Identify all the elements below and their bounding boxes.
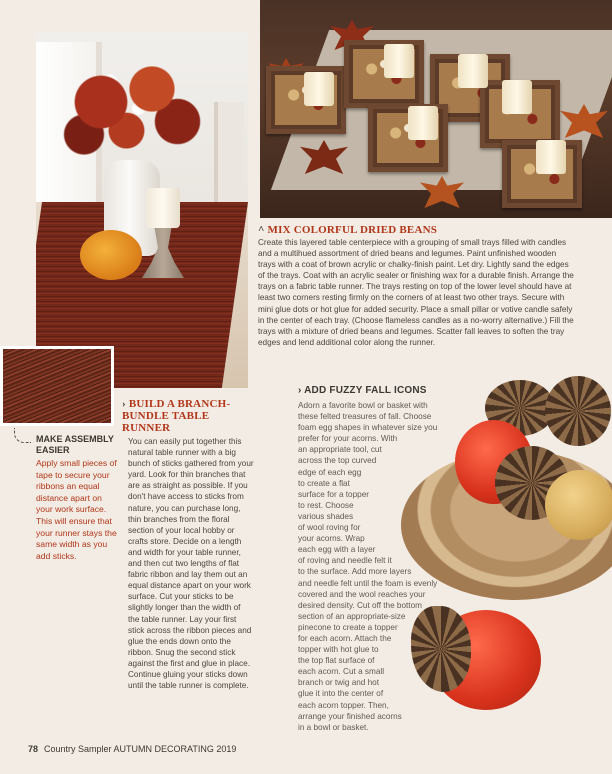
- heading-branch-runner-line-3: RUNNER: [122, 422, 171, 434]
- fuzzy-icons-line: section of an appropriate-size: [298, 611, 406, 621]
- fuzzy-icons-line: edge of each egg: [298, 467, 362, 477]
- fuzzy-icons-line: each acorn topper. Then,: [298, 700, 389, 710]
- fuzzy-icons-line: foam egg shapes in whatever size you: [298, 423, 438, 433]
- fuzzy-icons-line: to rest. Choose: [298, 500, 354, 510]
- publication-name: Country Sampler AUTUMN DECORATING 2019: [44, 744, 237, 754]
- fuzzy-icons-line: branch or twig and hot: [298, 678, 380, 688]
- heading-branch-runner-line-1: BUILD A BRANCH-: [128, 398, 231, 410]
- fuzzy-icons-line: of roving and needle felt it: [298, 556, 392, 566]
- chevron-up-icon: ^: [258, 224, 265, 236]
- page-number: 78: [28, 744, 39, 754]
- fuzzy-icons-line: your acorns. Wrap: [298, 534, 365, 544]
- fuzzy-icons-line: of wool roving for: [298, 523, 361, 533]
- chevron-right-icon: ›: [122, 398, 126, 410]
- photo-branch-runner: [36, 32, 248, 388]
- body-branch-runner: You can easily put together this natural table runner with a big bunch of sticks gathered from your yard. Look for thin branches that are as straight as possible. If you don't have access to sticks from nature, you can purchase long, thin branches from the floral section of your local hobby or crafts store. Decide on a length and width for your table runner, and then cut two lengths of flat fabric ribbon and lay them out an equal distance apart on your work surface. Cut your sticks to be slightly longer than the width of the table runner. Lay your first stick across the ribbon pieces and glue the ends down onto the ribbon. Snug the second stick against the first and glue in place. Continue gluing your sticks down until the table runner is complete.: [128, 437, 254, 691]
- fuzzy-icons-line: various shades: [298, 511, 354, 521]
- fuzzy-icons-line: prefer for your acorns. With: [298, 434, 398, 444]
- heading-branch-runner: [122, 398, 230, 434]
- heading-mix-beans: [258, 224, 437, 236]
- fuzzy-icons-line: to create a flat: [298, 478, 350, 488]
- fuzzy-icons-line: topper with hot glue to: [298, 645, 379, 655]
- mini-pumpkin: [80, 230, 142, 280]
- fuzzy-icons-line: pinecone to create a topper: [298, 622, 398, 632]
- heading-fuzzy-icons: [298, 385, 427, 397]
- fuzzy-icons-line: in a bowl or basket.: [298, 722, 369, 732]
- fuzzy-icons-line: these felted treasures of fall. Choose: [298, 412, 432, 422]
- fuzzy-icons-line: and needle felt until the foam is evenly: [298, 578, 438, 588]
- pillar-candle: [146, 188, 180, 228]
- tip-body: Apply small pieces of tape to secure your ribbons an equal distance apart on your work surface. This will ensure that your runner stays the same width as you add sticks.: [36, 458, 117, 561]
- tip-title-line-1: MAKE ASSEMBLY: [36, 434, 114, 444]
- fuzzy-icons-line: glue it into the center of: [298, 689, 384, 699]
- fuzzy-icons-line: covered and the wool reaches your: [298, 589, 426, 599]
- fuzzy-icons-line: each egg with a layer: [298, 545, 376, 555]
- fuzzy-icons-line: surface for a topper: [298, 489, 369, 499]
- pillar-candle: [408, 106, 438, 140]
- pinecone: [545, 376, 611, 446]
- fuzzy-icons-line: arrange your finished acorns: [298, 711, 402, 721]
- fuzzy-icons-line: each acorn. Cut a small: [298, 667, 385, 677]
- page-folio: [28, 744, 236, 754]
- photo-bean-trays-centerpiece: [260, 0, 612, 218]
- dashed-hook-arrow-icon: [14, 428, 31, 443]
- photo-sticks-closeup: [0, 346, 114, 426]
- heading-fuzzy-icons-text: ADD FUZZY FALL ICONS: [304, 385, 427, 396]
- pillar-candle: [502, 80, 532, 114]
- chevron-right-icon: ›: [298, 385, 302, 396]
- pillar-candle: [384, 44, 414, 78]
- pillar-candle: [304, 72, 334, 106]
- fuzzy-icons-line: to the surface. Add more layers: [298, 567, 412, 577]
- tip-title: [36, 434, 116, 456]
- fuzzy-icons-line: an appropriate tool, cut: [298, 445, 382, 455]
- pillar-candle: [536, 140, 566, 174]
- body-mix-beans: Create this layered table centerpiece with a grouping of small trays filled with candles and a multihued assortment of dried beans and legumes. Paint unfinished wooden trays with a coat of brown acrylic or chalky-finish paint. Let dry. Lightly sand the edges of the trays. Coat with an acrylic sealer or finishing wax for a durable finish. Arrange the trays on a fabric table runner. The trays resting on top of the lower level should have at least two corners resting firmly on the corners of at least two other trays. Secure with mini glue dots or hot glue for added security. Place a small pillar or votive candle safely in the center of each tray. (Choose flameless candles as a no-worry alternative.) Fill the trays with a mixture of dried beans and legumes. Scatter fall leaves to soften the tray edges and lend additional color along the runner.: [258, 238, 574, 347]
- fuzzy-icons-line: the top flat surface of: [298, 656, 375, 666]
- heading-mix-beans-text: MIX COLORFUL DRIED BEANS: [267, 224, 438, 236]
- pillar-candle: [458, 54, 488, 88]
- fuzzy-icons-line: Adorn a favorite bowl or basket with: [298, 401, 428, 410]
- body-fuzzy-icons: [298, 400, 458, 733]
- fuzzy-icons-line: desired density. Cut off the bottom: [298, 600, 422, 610]
- tip-title-line-2: EASIER: [36, 445, 70, 455]
- heading-branch-runner-line-2: BUNDLE TABLE: [122, 410, 210, 422]
- fuzzy-icons-line: across the top curved: [298, 456, 377, 466]
- fuzzy-icons-line: for each acorn. Attach the: [298, 633, 392, 643]
- felted-acorn-gold: [545, 470, 612, 540]
